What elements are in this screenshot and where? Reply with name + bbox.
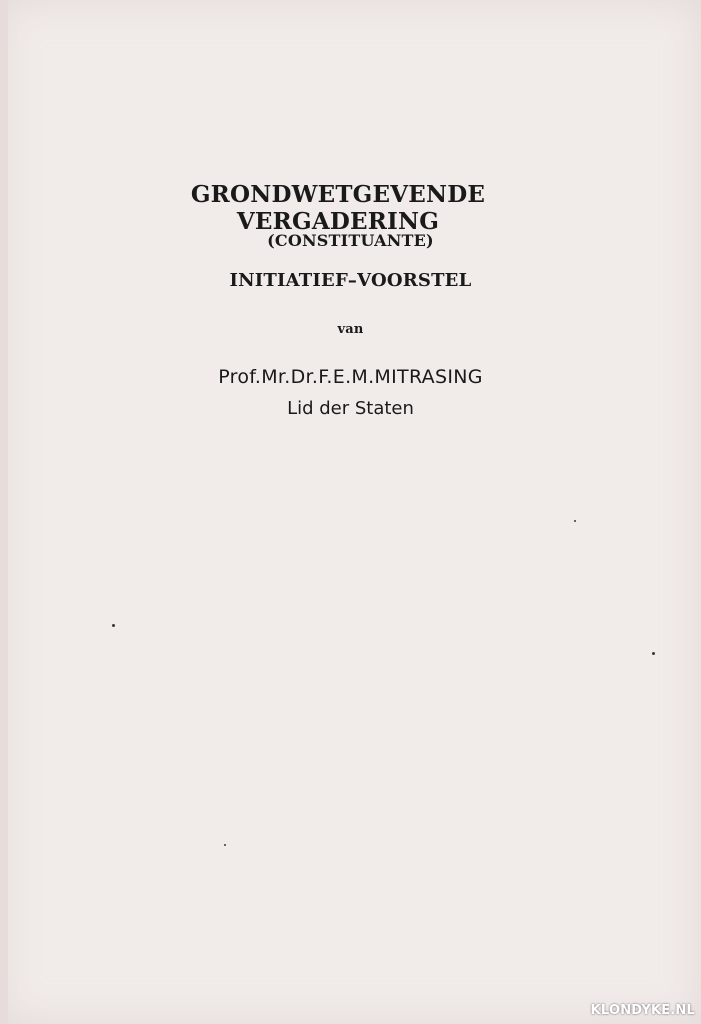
document-subtitle: (CONSTITUANTE) <box>267 231 434 250</box>
author-role: Lid der Staten <box>287 398 414 419</box>
page-edge <box>0 0 8 1024</box>
paper-speck <box>574 520 576 522</box>
paper-speck <box>652 652 655 655</box>
watermark-logo: KLONDYKE.NL <box>590 1003 695 1018</box>
author-name: Prof.Mr.Dr.F.E.M.MITRASING <box>218 366 483 388</box>
proposal-heading: INITIATIEF–VOORSTEL <box>229 270 472 291</box>
preposition-text: van <box>337 322 364 337</box>
paper-speck <box>224 844 226 846</box>
paper-speck <box>112 624 115 627</box>
document-title: GRONDWETGEVENDE VERGADERING <box>190 181 486 235</box>
